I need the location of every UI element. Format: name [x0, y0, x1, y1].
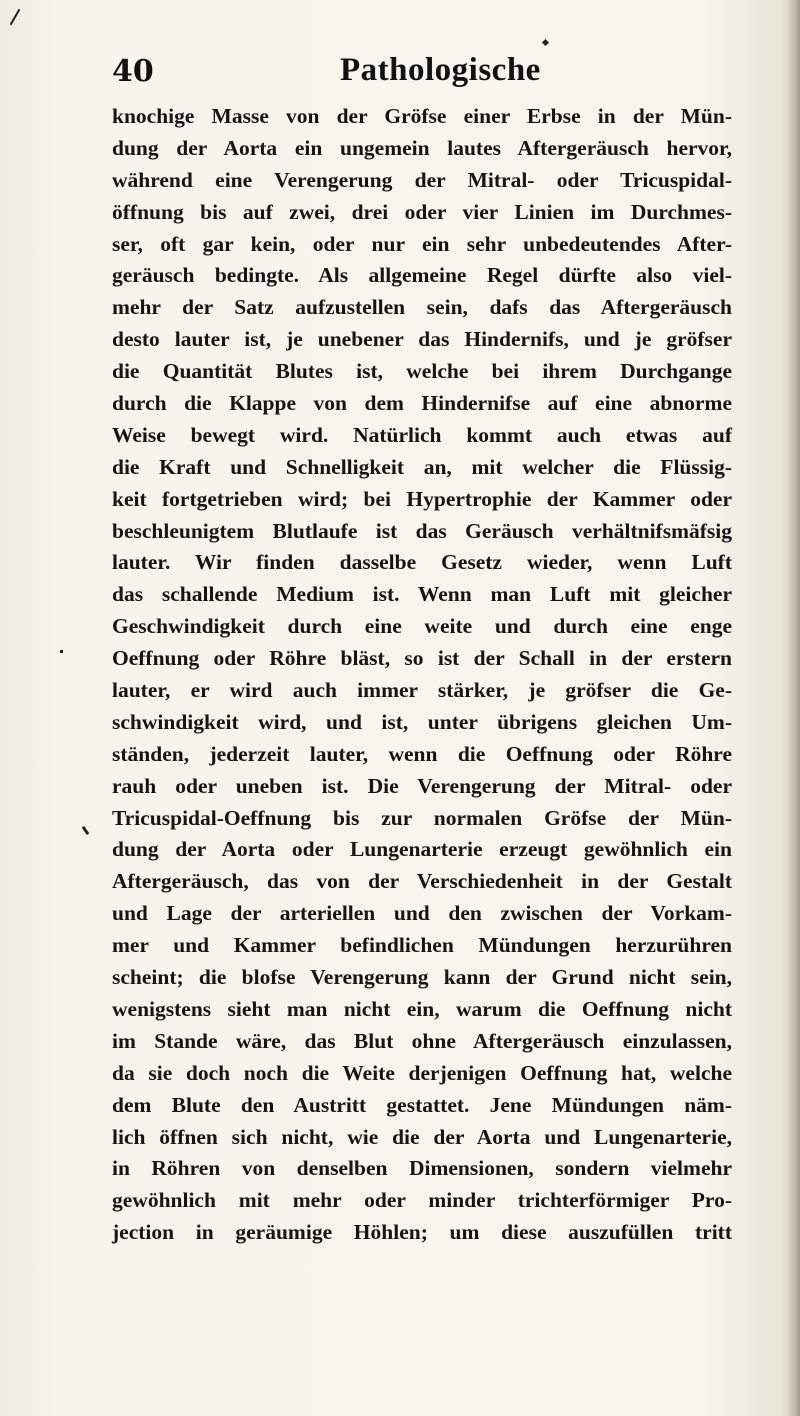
text-line: desto lauter ist, je unebener das Hindernifs, und je gröfser [112, 327, 732, 352]
text-line: keit fortgetrieben wird; bei Hypertrophie der Kammer oder [112, 486, 732, 511]
text-line: im Stande wäre, das Blut ohne Aftergeräusch einzulassen, [112, 1028, 732, 1053]
text-line: und Lage der arteriellen und den zwischen der Vorkam- [112, 901, 732, 926]
text-line: das schallende Medium ist. Wenn man Luft mit gleicher [112, 582, 732, 607]
body-text [112, 101, 732, 1249]
text-line: die Quantität Blutes ist, welche bei ihrem Durchgange [112, 359, 732, 384]
text-line: durch die Klappe von dem Hindernifse auf eine abnorme [112, 391, 732, 416]
text-line: die Kraft und Schnelligkeit an, mit welcher die Flüssig- [112, 454, 732, 479]
text-line: ständen, jederzeit lauter, wenn die Oeffnung oder Röhre [112, 741, 732, 766]
text-line: lauter, er wird auch immer stärker, je gröfser die Ge- [112, 678, 732, 703]
print-speck [82, 826, 90, 835]
page-edge-shadow [786, 0, 800, 1416]
text-line: mehr der Satz aufzustellen sein, dafs das Aftergeräusch [112, 295, 732, 320]
text-line: schwindigkeit wird, und ist, unter übrigens gleichen Um- [112, 709, 732, 734]
text-line: gewöhnlich mit mehr oder minder trichterförmiger Pro- [112, 1188, 732, 1213]
running-head: Pathologische [340, 52, 541, 88]
text-line: knochige Masse von der Gröfse einer Erbse in der Mün- [112, 104, 732, 128]
text-line: lauter. Wir finden dasselbe Gesetz wieder, wenn Luft [112, 550, 732, 575]
text-line: lich öffnen sich nicht, wie die der Aorta und Lungenarterie, [112, 1124, 732, 1149]
text-line: beschleunigtem Blutlaufe ist das Geräusch verhältnifsmäfsig [112, 518, 732, 543]
text-line: Tricuspidal-Oeffnung bis zur normalen Gröfse der Mün- [112, 805, 732, 830]
page-number: 40 [112, 54, 154, 89]
text-line: Oeffnung oder Röhre bläst, so ist der Schall in der erstern [112, 646, 732, 671]
text-line: rauh oder uneben ist. Die Verengerung der Mitral- oder [112, 773, 732, 798]
text-line: in Röhren von denselben Dimensionen, sondern vielmehr [112, 1156, 732, 1181]
text-line: während eine Verengerung der Mitral- oder Tricuspidal- [112, 167, 732, 192]
text-line: jection in geräumige Höhlen; um diese auszufüllen tritt [112, 1220, 732, 1245]
text-line: öffnung bis auf zwei, drei oder vier Linien im Durchmes- [112, 199, 732, 224]
text-line: scheint; die blofse Verengerung kann der Grund nicht sein, [112, 965, 732, 990]
page-header [80, 50, 730, 100]
text-line: Geschwindigkeit durch eine weite und durch eine enge [112, 614, 732, 639]
text-line: dung der Aorta oder Lungenarterie erzeugt gewöhnlich ein [112, 837, 732, 862]
text-line: dung der Aorta ein ungemein lautes Aftergeräusch hervor, [112, 135, 732, 160]
text-line: Weise bewegt wird. Natürlich kommt auch etwas auf [112, 422, 732, 447]
text-line: wenigstens sieht man nicht ein, warum die Oeffnung nicht [112, 996, 732, 1021]
print-speck [542, 39, 549, 46]
text-line: da sie doch noch die Weite derjenigen Oeffnung hat, welche [112, 1060, 732, 1085]
print-speck [60, 650, 63, 653]
text-line: Aftergeräusch, das von der Verschiedenheit in der Gestalt [112, 869, 732, 894]
text-line: ser, oft gar kein, oder nur ein sehr unbedeutendes After- [112, 231, 732, 256]
text-line: mer und Kammer befindlichen Mündungen herzurühren [112, 933, 732, 958]
print-speck [10, 9, 21, 26]
text-line: dem Blute den Austritt gestattet. Jene Mündungen näm- [112, 1092, 732, 1117]
text-line: geräusch bedingte. Als allgemeine Regel dürfte also viel- [112, 263, 732, 288]
